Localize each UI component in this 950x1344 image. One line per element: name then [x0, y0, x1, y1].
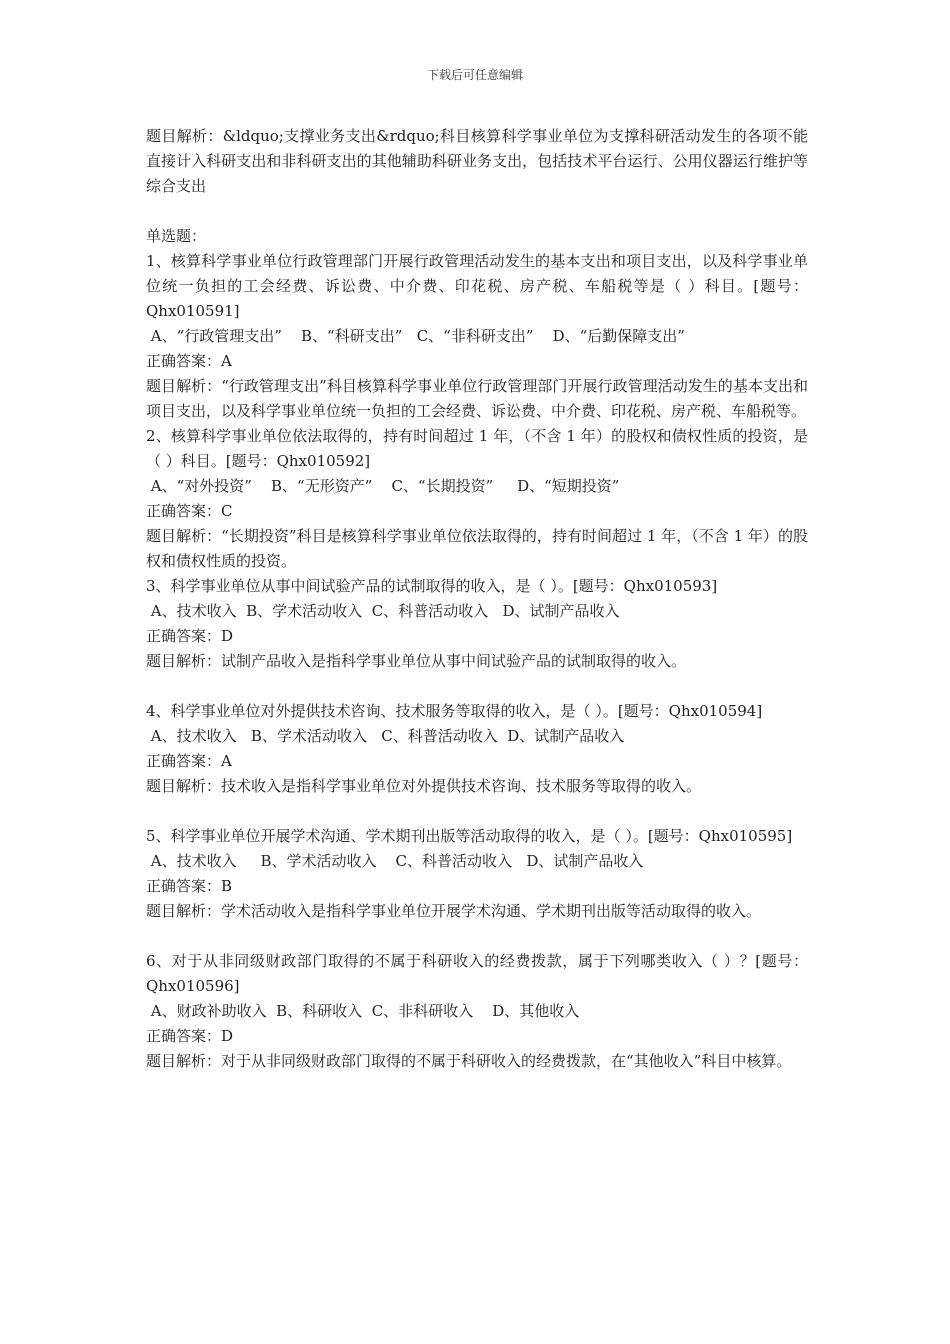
question-answer: 正确答案：D: [146, 1027, 234, 1045]
spacer: [146, 924, 808, 949]
question-analysis: 题目解析：学术活动收入是指科学事业单位开展学术沟通、学术期刊出版等活动取得的收入。: [146, 902, 762, 920]
question-1: [146, 249, 808, 424]
question-options: A、技术收入 B、学术活动收入 C、科普活动收入 D、试制产品收入: [146, 852, 644, 870]
intro-analysis: 题目解析：&ldquo;支撑业务支出&rdquo;科目核算科学事业单位为支撑科研活动发生的各项不能直接计入科研支出和非科研支出的其他辅助科研业务支出，包括技术平台运行、公用仪器运行维护等综合支出: [146, 127, 808, 195]
question-analysis: 题目解析：“行政管理支出”科目核算科学事业单位行政管理部门开展行政管理活动发生的基本支出和项目支出，以及科学事业单位统一负担的工会经费、诉讼费、中介费、印花税、房产税、车船税等。: [146, 377, 808, 420]
question-analysis: 题目解析：“长期投资”科目是核算科学事业单位依法取得的，持有时间超过 1 年，（不含 1 年）的股权和债权性质的投资。: [146, 527, 808, 570]
question-analysis: 题目解析：技术收入是指科学事业单位对外提供技术咨询、技术服务等取得的收入。: [146, 777, 702, 795]
question-stem: 6、对于从非同级财政部门取得的不属于科研收入的经费拨款，属于下列哪类收入（ ）？[题号：Qhx010596]: [146, 952, 808, 995]
question-stem: 4、科学事业单位对外提供技术咨询、技术服务等取得的收入，是（ ）。[题号：Qhx010594]: [146, 702, 763, 720]
question-2: [146, 424, 808, 574]
question-answer: 正确答案：B: [146, 877, 233, 895]
question-stem: 5、科学事业单位开展学术沟通、学术期刊出版等活动取得的收入，是（ ）。[题号：Qhx010595]: [146, 827, 793, 845]
question-options: A、“对外投资” B、“无形资产” C、“长期投资” D、“短期投资”: [146, 477, 620, 495]
question-analysis: 题目解析：对于从非同级财政部门取得的不属于科研收入的经费拨款，在“其他收入”科目中核算。: [146, 1052, 792, 1070]
question-analysis: 题目解析：试制产品收入是指科学事业单位从事中间试验产品的试制取得的收入。: [146, 652, 687, 670]
question-answer: 正确答案：C: [146, 502, 233, 520]
question-stem: 1、核算科学事业单位行政管理部门开展行政管理活动发生的基本支出和项目支出，以及科学事业单位统一负担的工会经费、诉讼费、中介费、印花税、房产税、车船税等是（ ）科目。[题号：Qhx010591]: [146, 252, 808, 320]
question-4: [146, 699, 808, 799]
question-answer: 正确答案：A: [146, 352, 232, 370]
question-6: [146, 949, 808, 1074]
spacer: [146, 799, 808, 824]
spacer: [146, 199, 808, 224]
question-options: A、财政补助收入 B、科研收入 C、非科研收入 D、其他收入: [146, 1002, 580, 1020]
question-answer: 正确答案：A: [146, 752, 232, 770]
spacer: [146, 674, 808, 699]
question-options: A、技术收入 B、学术活动收入 C、科普活动收入 D、试制产品收入: [146, 602, 620, 620]
question-options: A、“行政管理支出” B、“科研支出” C、“非科研支出” D、“后勤保障支出”: [146, 327, 685, 345]
section-title: 单选题：: [146, 227, 207, 245]
page-header: 下载后可任意编辑: [426, 68, 523, 82]
question-options: A、技术收入 B、学术活动收入 C、科普活动收入 D、试制产品收入: [146, 727, 625, 745]
question-3: [146, 574, 808, 674]
question-stem: 3、科学事业单位从事中间试验产品的试制取得的收入，是（ ）。[题号：Qhx010593]: [146, 577, 718, 595]
document-body: [146, 124, 808, 1074]
question-stem: 2、核算科学事业单位依法取得的，持有时间超过 1 年，（不含 1 年）的股权和债权性质的投资，是（ ）科目。[题号：Qhx010592]: [146, 427, 808, 470]
question-5: [146, 824, 808, 924]
question-answer: 正确答案：D: [146, 627, 234, 645]
